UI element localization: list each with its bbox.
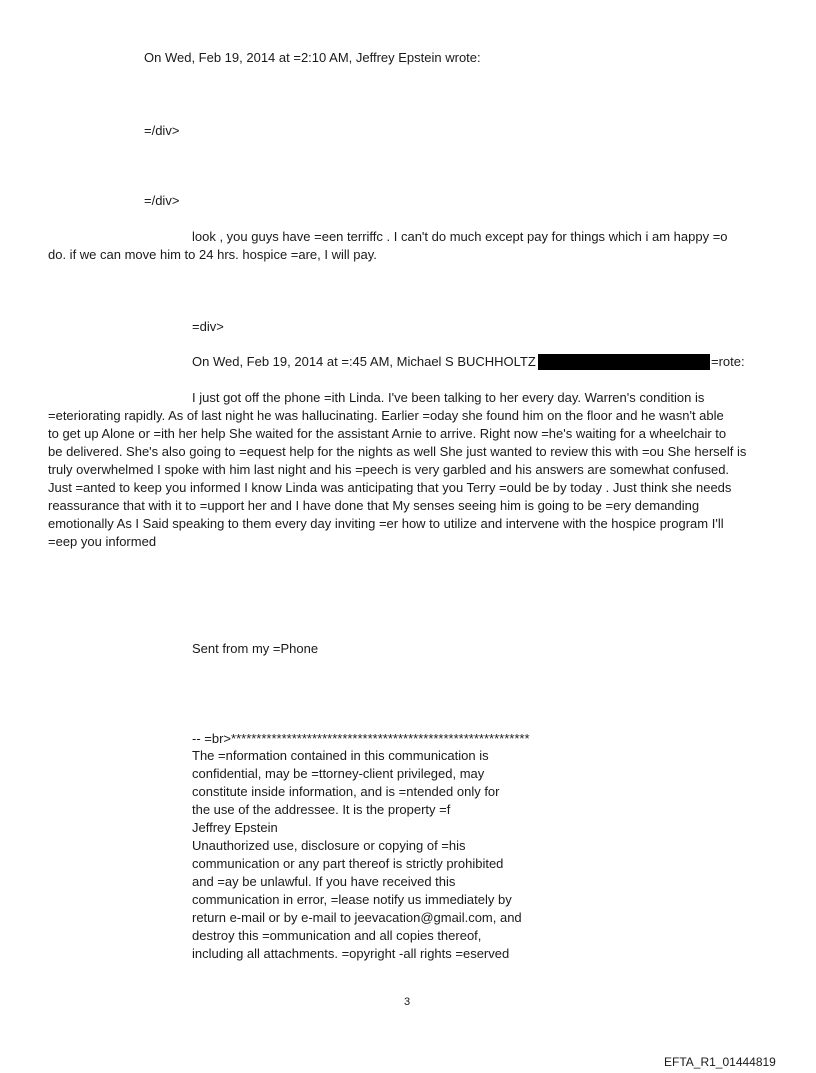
document-id: EFTA_R1_01444819	[664, 1055, 776, 1069]
message-body-line: to get up Alone or =ith her help She waited for the assistant Arnie to arrive. Right now =he's waiting for a wheelchair to	[48, 426, 727, 441]
message-body-line: Just =anted to keep you informed I know Linda was anticipating that you Terry =ould be by today . Just think she needs	[48, 480, 732, 495]
message-body-line: truly overwhelmed I spoke with him last night and his =peech is very garbled and his answers are somewhat confused.	[48, 462, 730, 477]
disclaimer-line: confidential, may be =ttorney-client privileged, may	[192, 766, 485, 781]
disclaimer-line: constitute inside information, and is =ntended only for	[192, 784, 500, 799]
quoted-header-buchholtz-suffix: =rote:	[711, 354, 745, 369]
disclaimer-line: including all attachments. =opyright -all rights =eserved	[192, 946, 510, 961]
disclaimer-line: destroy this =ommunication and all copies thereof,	[192, 928, 482, 943]
disclaimer-line: Jeffrey Epstein	[192, 820, 278, 835]
html-artifact-div-open: =div>	[192, 319, 224, 334]
html-artifact-div-close: =/div>	[144, 193, 180, 208]
disclaimer-line: communication or any part thereof is strictly prohibited	[192, 856, 504, 871]
message-body-line: emotionally As I Said speaking to them every day inviting =er how to utilize and intervene with the hospice program I'll	[48, 516, 724, 531]
quoted-header-epstein: On Wed, Feb 19, 2014 at =2:10 AM, Jeffrey Epstein wrote:	[144, 50, 481, 65]
redaction-box	[538, 354, 710, 370]
email-signature: Sent from my =Phone	[192, 641, 319, 656]
reply-text-line: do. if we can move him to 24 hrs. hospice =are, I will pay.	[48, 247, 377, 262]
disclaimer-line: The =nformation contained in this communication is	[192, 748, 489, 763]
disclaimer-line: the use of the addressee. It is the property =f	[192, 802, 451, 817]
message-body-line: I just got off the phone =ith Linda. I've been talking to her every day. Warren's condition is	[192, 390, 705, 405]
html-artifact-div-close: =/div>	[144, 123, 180, 138]
disclaimer-line: return e-mail or by e-mail to jeevacation@gmail.com, and	[192, 910, 522, 925]
disclaimer-line: and =ay be unlawful. If you have received this	[192, 874, 456, 889]
disclaimer-line: communication in error, =lease notify us immediately by	[192, 892, 512, 907]
reply-text-line: look , you guys have =een terriffc . I can't do much except pay for things which i am happy =o	[192, 229, 728, 244]
message-body-line: =eep you informed	[48, 534, 157, 549]
message-body-line: be delivered. She's also going to =equest help for the nights as well She just wanted to review this with =ou She herself is	[48, 444, 747, 459]
quoted-header-buchholtz: On Wed, Feb 19, 2014 at =:45 AM, Michael S BUCHHOLTZ	[192, 354, 536, 369]
message-body-line: =eteriorating rapidly. As of last night he was hallucinating. Earlier =oday she found him on the floor and he wasn't able	[48, 408, 724, 423]
disclaimer-line: Unauthorized use, disclosure or copying of =his	[192, 838, 466, 853]
disclaimer-separator: -- =br>***********************************************************	[192, 731, 530, 746]
message-body-line: reassurance that with it to =upport her and I have done that My senses seeing him is going to be =ery demanding	[48, 498, 700, 513]
page-number: 3	[404, 996, 411, 1008]
